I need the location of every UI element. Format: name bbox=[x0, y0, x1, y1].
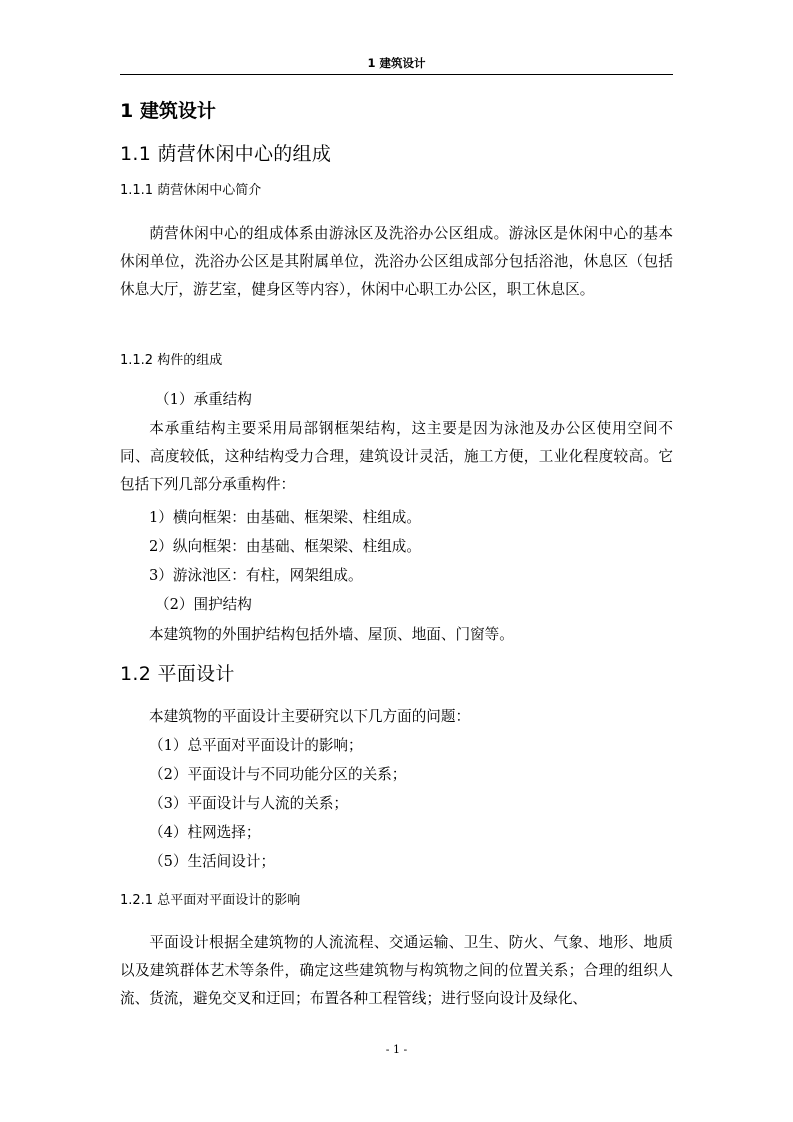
plan-issue-item: （1）总平面对平面设计的影响； bbox=[149, 737, 363, 754]
paragraph-enclosure: 本建筑物的外围护结构包括外墙、屋顶、地面、门窗等。 bbox=[149, 626, 514, 643]
paragraph-1-2-1: 平面设计根据全建筑物的人流流程、交通运输、卫生、防火、气象、地形、地质以及建筑群体艺术等条件，确定这些建筑物与构筑物之间的位置关系；合理的组织人流、货流，避免交叉和迂回；布置各种工程管线；进行竖向设计及绿化、 bbox=[120, 934, 673, 1007]
running-header: 1 建筑设计 bbox=[367, 56, 426, 70]
plan-issue-item: （4）柱网选择； bbox=[149, 824, 261, 841]
section-title-1-2: 1.2 平面设计 bbox=[120, 663, 235, 685]
paragraph-plan-intro: 本建筑物的平面设计主要研究以下几方面的问题： bbox=[149, 708, 471, 725]
sub-item-pool-area: 3）游泳池区：有柱，网架组成。 bbox=[149, 567, 363, 584]
paragraph-load-bearing: 本承重结构主要采用局部钢框架结构，这主要是因为泳池及办公区使用空间不同、高度较低，这种结构受力合理，建筑设计灵活，施工方便，工业化程度较高。它包括下列几部分承重构件： bbox=[120, 420, 673, 493]
page-number: - 1 - bbox=[385, 1043, 408, 1056]
subsection-title-1-1-1: 1.1.1 荫营休闲中心简介 bbox=[120, 183, 262, 198]
sub-item-transverse-frame: 1）横向框架：由基础、框架梁、柱组成。 bbox=[149, 509, 421, 526]
section-title-1-1: 1.1 荫营休闲中心的组成 bbox=[120, 143, 332, 165]
subsection-title-1-2-1: 1.2.1 总平面对平面设计的影响 bbox=[120, 893, 301, 908]
paragraph-1-1-1: 荫营休闲中心的组成体系由游泳区及洗浴办公区组成。游泳区是休闲中心的基本休闲单位，洗浴办公区是其附属单位，洗浴办公区组成部分包括浴池，休息区（包括休息大厅，游艺室，健身区等内容），休闲中心职工办公区，职工休息区。 bbox=[120, 225, 673, 298]
header-rule bbox=[120, 74, 673, 75]
sub-item-longitudinal-frame: 2）纵向框架：由基础、框架梁、柱组成。 bbox=[149, 538, 421, 555]
list-item-load-bearing: （1）承重结构 bbox=[155, 391, 252, 408]
subsection-title-1-1-2: 1.1.2 构件的组成 bbox=[120, 353, 223, 368]
plan-issue-item: （3）平面设计与人流的关系； bbox=[149, 795, 349, 812]
plan-issue-item: （2）平面设计与不同功能分区的关系； bbox=[149, 766, 407, 783]
chapter-title: 1 建筑设计 bbox=[120, 100, 216, 122]
plan-issue-item: （5）生活间设计； bbox=[149, 853, 276, 870]
list-item-enclosure: （2）围护结构 bbox=[155, 596, 252, 613]
